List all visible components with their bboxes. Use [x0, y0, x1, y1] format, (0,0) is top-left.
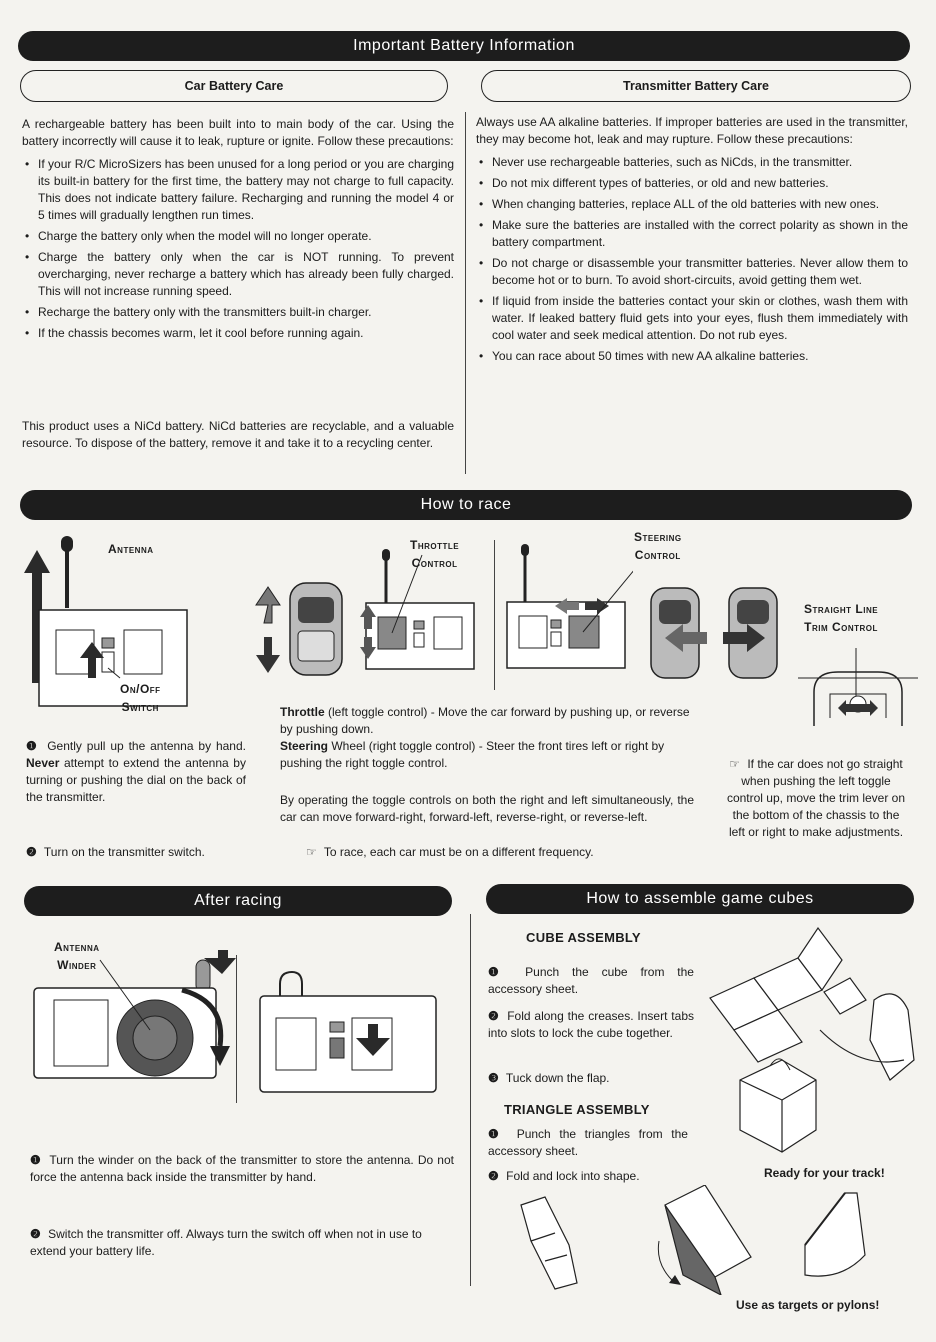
steering-label-line2: Control — [634, 548, 681, 562]
ready-caption: Ready for your track! — [764, 1166, 885, 1180]
step-number: ❶ — [488, 965, 509, 979]
car-battery-column — [22, 116, 454, 346]
race-step2 — [26, 844, 256, 861]
list-item: • If the chassis becomes warm, let it cool before running again. — [22, 325, 454, 342]
step-number: ❷ — [26, 845, 37, 859]
cube-step1 — [488, 964, 694, 998]
onoff-switch-label — [120, 680, 161, 716]
throttle-control-label — [410, 536, 459, 572]
antenna-label: Antenna — [108, 542, 154, 556]
trim-control-label — [804, 600, 878, 636]
triangle-step1-text: Punch the triangles from the accessory sheet. — [488, 1127, 688, 1158]
throttle-bold: Throttle — [280, 705, 325, 719]
after-racing-divider — [236, 955, 237, 1103]
list-item: • Charge the battery only when the car is NOT running. To prevent overcharging, never recharge a battery which has already been fully charged. This will not increase running speed. — [22, 249, 454, 300]
list-item: • Never use rechargeable batteries, such as NiCds, in the transmitter. — [476, 154, 908, 171]
car-battery-intro: A rechargeable battery has been built into to main body of the car. Using the battery incorrectly will cause it to leak, rupture or ignite. Follow these precautions: — [22, 117, 454, 148]
after-cubes-divider — [470, 914, 471, 1286]
note-hand-icon: ☞ — [729, 757, 740, 771]
race-section-header: How to race — [20, 490, 912, 520]
step-number: ❷ — [30, 1227, 41, 1241]
after-step1 — [30, 1152, 454, 1186]
trim-label-line2: Trim Control — [804, 620, 878, 634]
step-number: ❶ — [488, 1127, 505, 1141]
after-step2 — [30, 1226, 456, 1260]
car-steering-illustration — [645, 580, 795, 690]
game-cubes-header: How to assemble game cubes — [486, 884, 914, 914]
after-step1-text: Turn the winder on the back of the transmitter to store the antenna. Do not force the antenna back inside the transmitter by hand. — [30, 1153, 454, 1184]
step-number: ❸ — [488, 1071, 499, 1085]
cube-assembly-illustration — [700, 920, 920, 1160]
trim-note — [724, 756, 908, 841]
battery-column-divider — [465, 112, 466, 474]
car-throttle-illustration — [248, 575, 358, 685]
throttle-text: (left toggle control) - Move the car forward by pushing up, or reverse by pushing down. — [280, 705, 690, 736]
trim-note-text: If the car does not go straight when pushing the left toggle control up, move the trim lever on the bottom of the chassis to the left or right to make adjustments. — [726, 757, 906, 839]
battery-section-header: Important Battery Information — [18, 31, 910, 61]
list-item: • Do not mix different types of batteries, or old and new batteries. — [476, 175, 908, 192]
throttle-description — [280, 704, 700, 738]
note-hand-icon: ☞ — [306, 845, 317, 859]
cube-assembly-heading: CUBE ASSEMBLY — [526, 930, 641, 945]
race-divider — [494, 540, 495, 690]
step-number: ❷ — [488, 1169, 499, 1183]
steering-label-line1: Steering — [634, 530, 682, 544]
transmitter-battery-list — [476, 154, 908, 365]
frequency-note-text: To race, each car must be on a different frequency. — [323, 845, 594, 859]
transmitter-battery-column — [476, 114, 908, 369]
trim-label-line1: Straight Line — [804, 602, 879, 616]
car-battery-recycle-note: This product uses a NiCd battery. NiCd batteries are recyclable, and a valuable resource. To dispose of the battery, remove it and take it to a recycling center. — [22, 419, 454, 450]
cube-step3 — [488, 1070, 694, 1087]
triangle-assembly-heading: TRIANGLE ASSEMBLY — [504, 1102, 650, 1117]
list-item: • If your R/C MicroSizers has been unused for a long period or you are charging its built-in battery for the first time, the battery may not charge to full capacity. This does not indicate battery failure. Recharging and running the model 4 or 5 times will gradually lengthen run times. — [22, 156, 454, 224]
list-item: • Recharge the battery only with the transmitters built-in charger. — [22, 304, 454, 321]
list-item: • Charge the battery only when the model will no longer operate. — [22, 228, 454, 245]
race-step2-text: Turn on the transmitter switch. — [43, 845, 205, 859]
winder-label-line1: Antenna — [54, 940, 100, 954]
onoff-label-line2: Switch — [121, 700, 159, 714]
list-item: • If liquid from inside the batteries contact your skin or clothes, wash them with water. If leaked battery fluid gets into your eyes, flush them immediately with cool water and seek medical attention. Do not rub eyes. — [476, 293, 908, 344]
steering-description — [280, 738, 700, 772]
race-step1 — [26, 738, 246, 806]
triangle-step2 — [488, 1168, 694, 1185]
race-step1-text: Gently pull up the antenna by hand. — [47, 739, 246, 753]
after-racing-header: After racing — [24, 886, 452, 916]
cube-step2-text: Fold along the creases. Insert tabs into slots to lock the cube together. — [488, 1009, 694, 1040]
throttle-label-line1: Throttle — [410, 538, 460, 552]
list-item: • You can race about 50 times with new AA alkaline batteries. — [476, 348, 908, 365]
list-item: • When changing batteries, replace ALL of the old batteries with new ones. — [476, 196, 908, 213]
steering-text: Wheel (right toggle control) - Steer the front tires left or right by pushing the right toggle control. — [280, 739, 665, 770]
triangle-assembly-illustration — [505, 1185, 915, 1295]
step-number: ❶ — [26, 739, 39, 753]
steering-control-label — [634, 528, 682, 564]
transmitter-back-winder-illustration — [30, 950, 240, 1080]
throttle-label-line2: Control — [411, 556, 458, 570]
transmitter-battery-intro: Always use AA alkaline batteries. If improper batteries are used in the transmitter, they may become hot, leak and may rupture. Follow these precautions: — [476, 115, 908, 146]
triangle-step2-text: Fold and lock into shape. — [506, 1169, 640, 1183]
car-battery-care-heading: Car Battery Care — [20, 70, 448, 102]
race-step1-never: Never — [26, 756, 60, 770]
steering-bold: Steering — [280, 739, 329, 753]
list-item: • Do not charge or disassemble your transmitter batteries. Never allow them to become hot or to burn. To avoid short-circuits, avoid getting them wet. — [476, 255, 908, 289]
transmitter-off-illustration — [252, 968, 452, 1098]
cube-step3-text: Tuck down the flap. — [505, 1071, 610, 1085]
steering-transmitter-illustration — [503, 540, 633, 670]
triangle-step1 — [488, 1126, 688, 1160]
onoff-label-line1: On/Off — [120, 682, 161, 696]
car-battery-list — [22, 156, 454, 342]
list-item: • Make sure the batteries are installed with the correct polarity as shown in the battery compartment. — [476, 217, 908, 251]
step-number: ❷ — [488, 1009, 500, 1023]
cube-step1-text: Punch the cube from the accessory sheet. — [488, 965, 694, 996]
winder-label-line2: Winder — [57, 958, 97, 972]
cube-step2 — [488, 1008, 694, 1042]
targets-caption: Use as targets or pylons! — [736, 1298, 880, 1312]
after-step2-text: Switch the transmitter off. Always turn the switch off when not in use to extend your battery life. — [30, 1227, 422, 1258]
frequency-note — [306, 844, 706, 861]
race-step1-text-2: attempt to extend the antenna by turning or pushing the dial on the back of the transmitter. — [26, 756, 246, 804]
combined-controls-text: By operating the toggle controls on both the right and left simultaneously, the car can move forward-right, forward-left, reverse-right, or reverse-left. — [280, 793, 694, 824]
step-number: ❶ — [30, 1153, 42, 1167]
trim-lever-illustration — [798, 648, 918, 728]
transmitter-battery-care-heading: Transmitter Battery Care — [481, 70, 911, 102]
